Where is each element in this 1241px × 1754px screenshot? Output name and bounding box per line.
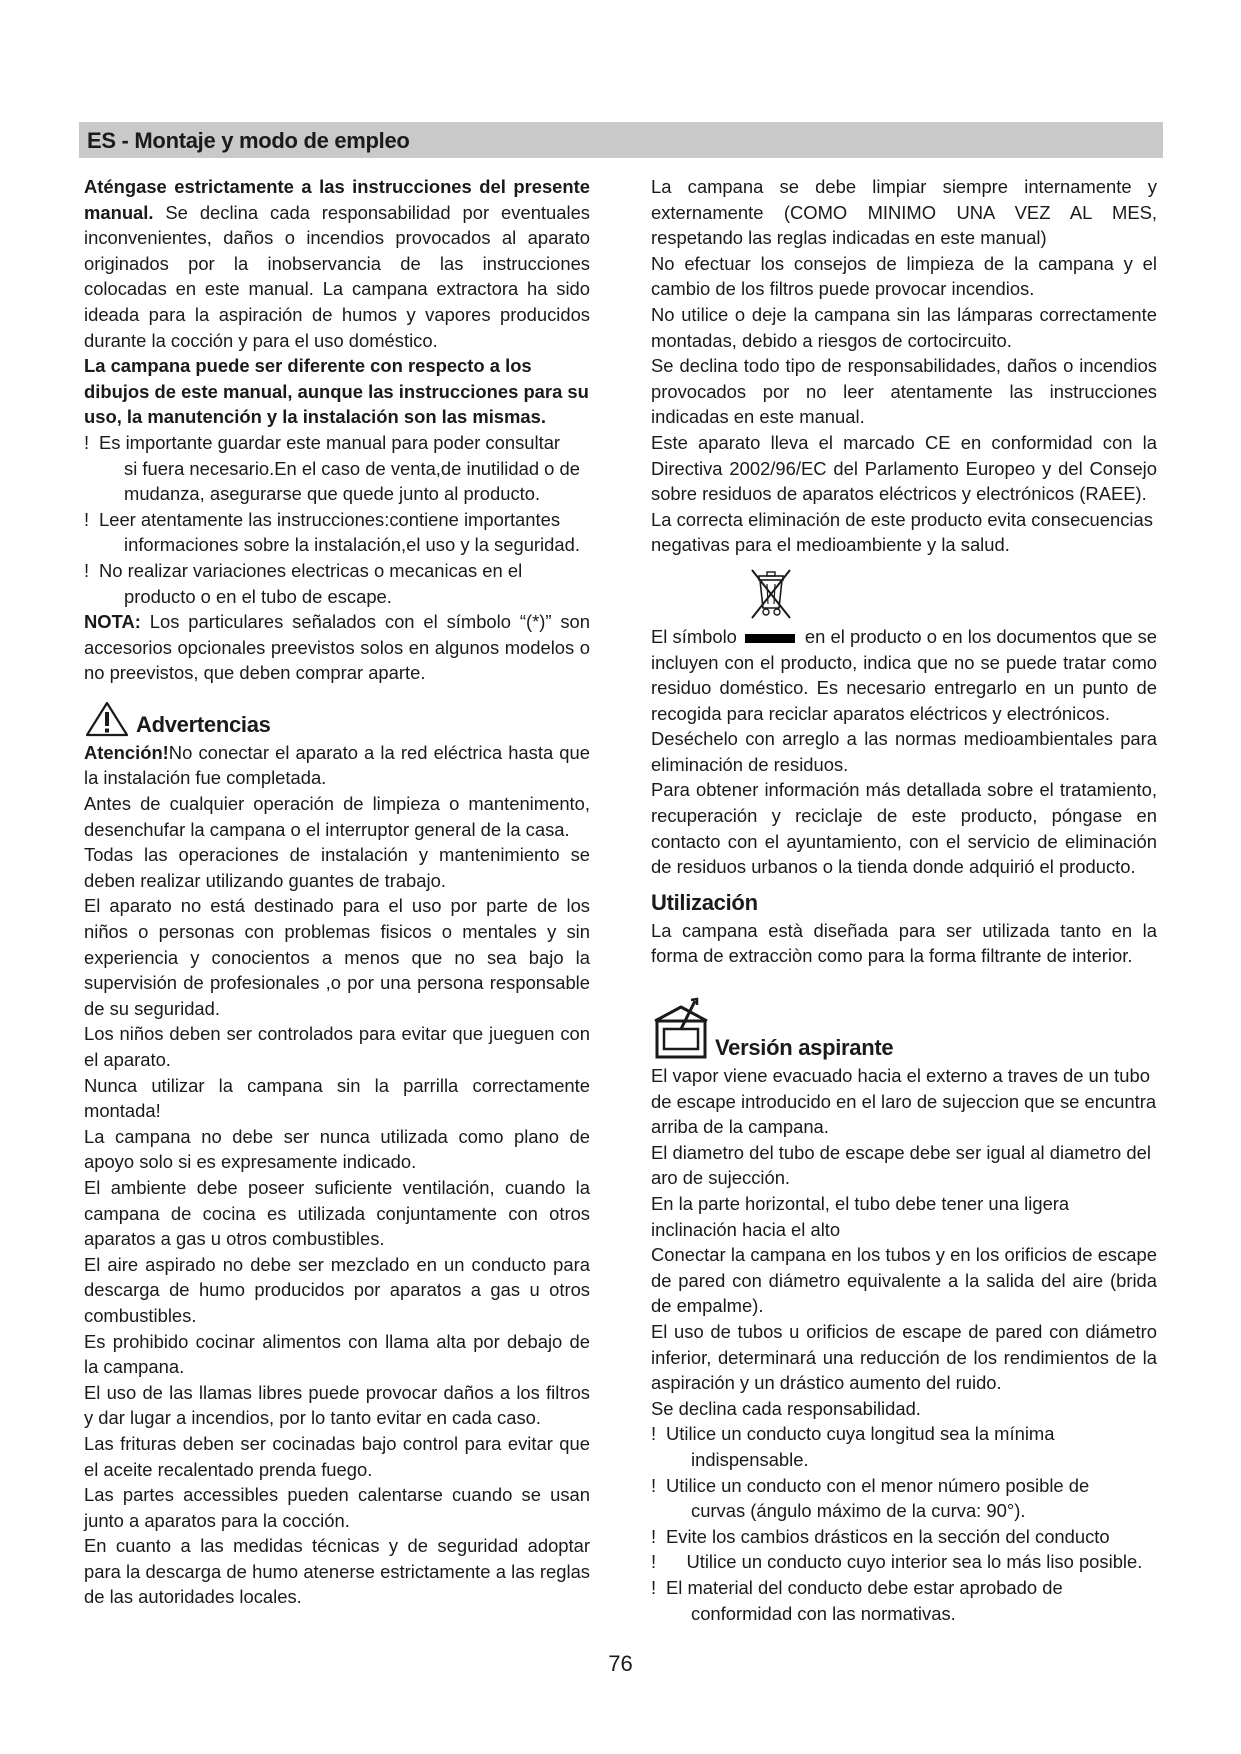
exclamation-icon: !	[651, 1474, 657, 1496]
warning-paragraph: La campana no debe ser nunca utilizada como plano de apoyo solo si es expresamente indicado.	[84, 1125, 590, 1173]
version-paragraph: En la parte horizontal, el tubo debe tener una ligera inclinación hacia el alto	[651, 1193, 1070, 1240]
list-item	[651, 1473, 1157, 1524]
list-item	[651, 1549, 1157, 1575]
version-paragraph: El diametro del tubo de escape debe ser igual al diametro del aro de sujección.	[651, 1141, 1151, 1189]
list-item	[84, 430, 590, 507]
warning-paragraph: El aparato no está destinado para el uso por parte de los niños o personas con problemas fisicos o mentales y sin experiencia y conocientos a menos que no sea bajo la supervisión de profesionales ,o por una persona responsable de su seguridad.	[84, 895, 590, 1019]
bullet-text-continued: conformidad con las normativas.	[691, 1602, 956, 1624]
version-paragraph: El uso de tubos u orificios de escape de pared con diámetro inferior, determinará una reducción de los rendimientos de la aspiración y un drástico aumento del ruido.	[651, 1320, 1157, 1394]
bullet-text: El material del conducto debe estar aprobado de	[666, 1576, 1063, 1598]
left-column	[84, 174, 590, 1610]
section-header-title: ES - Montaje y modo de empleo	[87, 128, 410, 153]
black-bar-icon	[745, 634, 795, 643]
symbol-text-before: El símbolo	[651, 625, 737, 647]
bullet-text-continued: indispensable.	[691, 1448, 809, 1470]
version-title: Versión aspirante	[715, 1035, 894, 1061]
symbol-paragraph	[651, 624, 1157, 726]
maintenance-paragraph: No efectuar los consejos de limpieza de la campana y el cambio de los filtros puede provocar incendios.	[651, 252, 1157, 300]
exclamation-icon: !	[651, 1423, 657, 1445]
bullet-text-continued: si fuera necesario.En el caso de venta,de inutilidad o de mudanza, asegurarse que quede junto al producto.	[124, 457, 580, 505]
atencion-label: Atención!	[84, 741, 169, 763]
exclamation-icon: !	[651, 1525, 657, 1547]
list-item	[84, 558, 590, 609]
warning-paragraph: Las partes accessibles pueden calentarse cuando se usan junto a aparatos para la cocción.	[84, 1484, 590, 1531]
list-item	[651, 1575, 1157, 1626]
ce-paragraph: Este aparato lleva el marcado CE en conformidad con la Directiva 2002/96/EC del Parlamento Europeo y del Consejo sobre residuos de aparatos eléctricos y electrónicos (RAEE).	[651, 431, 1157, 505]
warning-paragraph: Nunca utilizar la campana sin la parrilla correctamente montada!	[84, 1074, 590, 1122]
intro-bold: Aténgase estrictamente a las instrucciones del presente manual.	[84, 176, 590, 223]
bullet-text: No realizar variaciones electricas o mecanicas en el	[99, 559, 523, 581]
page-number: 76	[608, 1651, 633, 1676]
version-paragraph: Se declina cada responsabilidad.	[651, 1397, 921, 1419]
disposal-paragraph: La correcta eliminación de este producto evita consecuencias negativas para el medioambiente y la salud.	[651, 508, 1153, 556]
warning-triangle-icon	[84, 700, 130, 738]
symbol-text-after: en el producto o en los documentos que se incluyen con el producto, indica que no se puede tratar como residuo doméstico. Es necesario entregarlo en un punto de recogida para reciclar aparatos eléctricos y electrónicos.	[651, 625, 1157, 724]
bullet-text: Utilice un conducto con el menor número posible de	[666, 1474, 1090, 1496]
bullet-text-continued: producto o en el tubo de escape.	[124, 585, 392, 607]
list-item	[651, 1524, 1157, 1550]
warning-paragraph: El uso de las llamas libres puede provocar daños a los filtros y dar lugar a incendios, por lo tanto evitar en cada caso.	[84, 1381, 590, 1429]
version-heading	[651, 997, 1157, 1061]
crossed-bin-icon	[746, 566, 796, 622]
exclamation-icon: !	[84, 508, 90, 530]
weee-symbol-wrap	[746, 566, 1157, 622]
warnings-title: Advertencias	[136, 711, 271, 737]
disposal-paragraph: Deséchelo con arreglo a las normas medioambientales para eliminación de residuos.	[651, 728, 1157, 775]
right-bullet-list	[651, 1421, 1157, 1626]
version-paragraph: Conectar la campana en los tubos y en los orificios de escape de pared con diámetro equivalente a la salida del aire (brida de empalme).	[651, 1244, 1157, 1317]
exclamation-icon: !	[651, 1576, 657, 1598]
right-column	[651, 174, 1157, 1626]
utilizacion-paragraph: La campana està diseñada para ser utilizada tanto en la forma de extracciòn como para la forma filtrante de interior.	[651, 919, 1157, 967]
exclamation-icon: !	[651, 1551, 657, 1573]
nota-label: NOTA:	[84, 611, 141, 633]
section-header-bar	[79, 122, 1163, 158]
warning-paragraph: El ambiente debe poseer suficiente ventilación, cuando la campana de cocina es utilizada conjuntamente con otros aparatos a gas u otros combustibles.	[84, 1176, 590, 1250]
nota-text: Los particulares señalados con el símbolo “(*)” son accesorios opcionales preevistos solos en algunos modelos o no preevistos, que deben comprar aparte.	[84, 611, 590, 684]
warning-paragraph: Las frituras deben ser cocinadas bajo control para evitar que el aceite recalentado prenda fuego.	[84, 1432, 590, 1480]
intro-paragraph	[84, 174, 590, 353]
atencion-paragraph	[84, 740, 590, 791]
warning-paragraph: El aire aspirado no debe ser mezclado en un conducto para descarga de humo producidos por aparatos a gas u otros combustibles.	[84, 1253, 590, 1326]
bullet-text: Utilice un conducto cuya longitud sea la mínima	[666, 1423, 1055, 1445]
version-paragraph: El vapor viene evacuado hacia el externo a traves de un tubo de escape introducido en el laro de sujeccion que se encuntra arriba de la campana.	[651, 1065, 1157, 1138]
exclamation-icon: !	[84, 431, 90, 453]
left-bullet-list	[84, 430, 590, 609]
list-item	[84, 507, 590, 558]
house-vent-icon	[651, 997, 711, 1061]
maintenance-paragraph: No utilice o deje la campana sin las lámparas correctamente montadas, debido a riesgos de cortocircuito.	[651, 303, 1157, 351]
maintenance-paragraph: Se declina todo tipo de responsabilidades, daños o incendios provocados por no leer atentamente las instrucciones indicadas en este manual.	[651, 355, 1157, 428]
exclamation-icon: !	[84, 559, 90, 581]
bold-note: La campana puede ser diferente con respecto a los dibujos de este manual, aunque las instrucciones para su uso, la manutención y la instalación son las mismas.	[84, 355, 589, 428]
intro-rest: Se declina cada responsabilidad por eventuales inconvenientes, daños o incendios provocados al aparato originados por la inobservancia de las instrucciones colocadas en este manual. La campana extractora ha sido ideada para la aspiración de humos y vapores producidos durante la cocción y para el uso doméstico.	[84, 201, 590, 351]
utilizacion-heading	[651, 890, 1157, 916]
disposal-paragraph: Para obtener información más detallada sobre el tratamiento, recuperación y reciclaje de este producto, póngase en contacto con el ayuntamiento, con el servicio de eliminación de residuos urbanos o la tienda donde adquirió el producto.	[651, 779, 1157, 878]
nota-paragraph	[84, 609, 590, 686]
bullet-text: Es importante guardar este manual para poder consultar	[99, 431, 561, 453]
warning-paragraph: Antes de cualquier operación de limpieza o mantenimento, desenchufar la campana o el interruptor general de la casa.	[84, 793, 590, 840]
maintenance-paragraph: La campana se debe limpiar siempre internamente y externamente (COMO MINIMO UNA VEZ AL MES, respetando las reglas indicadas en este manual)	[651, 176, 1157, 249]
bullet-text-continued: informaciones sobre la instalación,el uso y la seguridad.	[124, 534, 580, 556]
bullet-text: Utilice un conducto cuyo interior sea lo más liso posible.	[666, 1551, 1143, 1573]
bullet-text: Evite los cambios drásticos en la sección del conducto	[666, 1525, 1110, 1547]
bullet-text-continued: curvas (ángulo máximo de la curva: 90°).	[691, 1500, 1026, 1522]
atencion-text: No conectar el aparato a la red eléctrica hasta que la instalación fue completada.	[84, 741, 590, 789]
warnings-heading	[84, 700, 590, 738]
list-item	[651, 1421, 1157, 1472]
warning-paragraph: Todas las operaciones de instalación y mantenimiento se deben realizar utilizando guantes de trabajo.	[84, 844, 590, 891]
warning-paragraph: Es prohibido cocinar alimentos con llama alta por debajo de la campana.	[84, 1330, 590, 1378]
utilizacion-title: Utilización	[651, 889, 758, 915]
warning-paragraph: Los niños deben ser controlados para evitar que jueguen con el aparato.	[84, 1023, 590, 1070]
bullet-text: Leer atentamente las instrucciones:contiene importantes	[99, 508, 561, 530]
warning-paragraph: En cuanto a las medidas técnicas y de seguridad adoptar para la descarga de humo atenerse estrictamente a las reglas de las autoridades locales.	[84, 1535, 590, 1608]
